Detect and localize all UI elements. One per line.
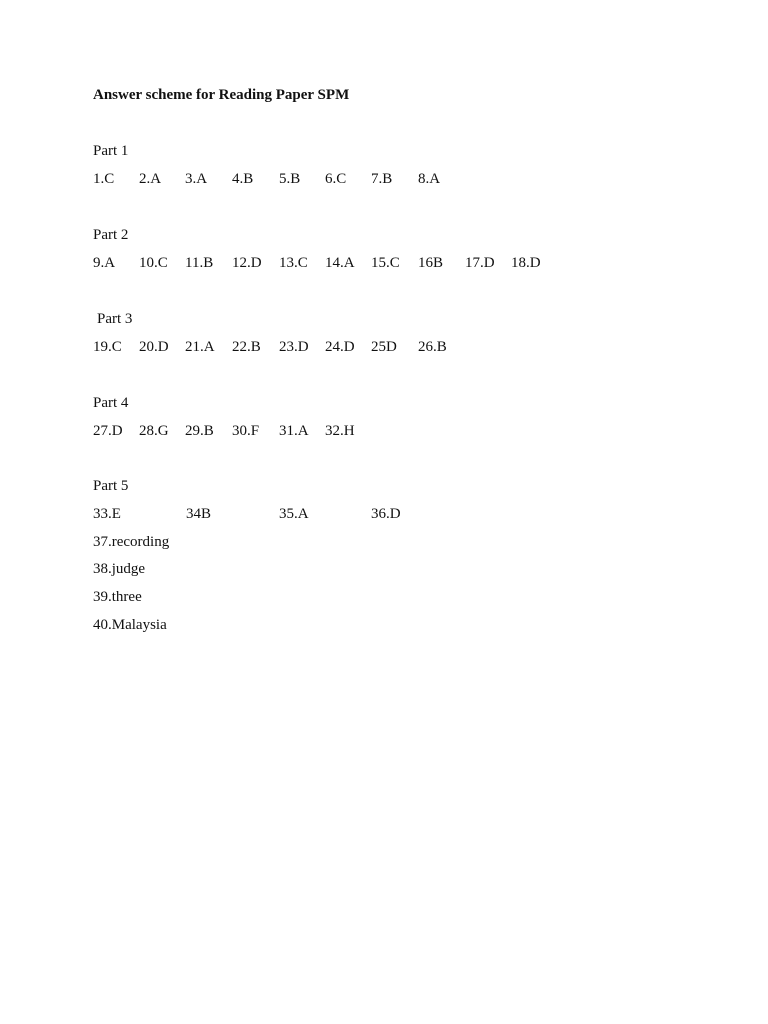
part-heading: Part 2 xyxy=(93,227,129,243)
answer-item: 5.B xyxy=(279,171,301,187)
answer-item: 17.D xyxy=(465,255,495,271)
part-1-answers xyxy=(0,171,768,191)
part-heading: Part 1 xyxy=(93,143,129,159)
answer-item: 3.A xyxy=(185,171,208,187)
answer-item: 40.Malaysia xyxy=(93,617,167,633)
answer-item: 23.D xyxy=(279,339,309,355)
answer-item: 4.B xyxy=(232,171,254,187)
answer-item: 29.B xyxy=(185,423,214,439)
answer-item: 10.C xyxy=(139,255,168,271)
part-5-word-answer xyxy=(0,617,768,637)
answer-item: 7.B xyxy=(371,171,393,187)
part-2-heading-line xyxy=(0,227,768,247)
answer-item: 24.D xyxy=(325,339,355,355)
answer-item: 14.A xyxy=(325,255,355,271)
answer-item: 22.B xyxy=(232,339,261,355)
part-5-word-answer xyxy=(0,561,768,581)
answer-item: 26.B xyxy=(418,339,447,355)
answer-item: 9.A xyxy=(93,255,116,271)
answer-item: 6.C xyxy=(325,171,347,187)
answer-item: 15.C xyxy=(371,255,400,271)
answer-item: 27.D xyxy=(93,423,123,439)
part-1-heading-line xyxy=(0,143,768,163)
part-5-heading-line xyxy=(0,478,768,498)
part-5-word-answer xyxy=(0,589,768,609)
answer-item: 2.A xyxy=(139,171,162,187)
answer-item: 12.D xyxy=(232,255,262,271)
answer-item: 38.judge xyxy=(93,561,146,577)
answer-item: 35.A xyxy=(279,506,309,522)
answer-item: 1.C xyxy=(93,171,115,187)
part-heading: Part 3 xyxy=(97,311,133,327)
answer-item: 19.C xyxy=(93,339,122,355)
part-5-word-answer xyxy=(0,534,768,554)
part-2-answers xyxy=(0,255,768,275)
answer-item: 21.A xyxy=(185,339,215,355)
part-4-heading-line xyxy=(0,395,768,415)
answer-item: 13.C xyxy=(279,255,308,271)
answer-item: 25D xyxy=(371,339,397,355)
answer-item: 37.recording xyxy=(93,534,170,550)
part-3-heading-line xyxy=(0,311,768,331)
part-heading: Part 5 xyxy=(93,478,129,494)
answer-item: 36.D xyxy=(371,506,401,522)
answer-item: 16B xyxy=(418,255,444,271)
answer-item: 31.A xyxy=(279,423,309,439)
part-heading: Part 4 xyxy=(93,395,129,411)
answer-item: 30.F xyxy=(232,423,260,439)
answer-item: 20.D xyxy=(139,339,169,355)
answer-item: 18.D xyxy=(511,255,541,271)
answer-item: 34B xyxy=(186,506,212,522)
answer-item: 39.three xyxy=(93,589,142,605)
page-title: Answer scheme for Reading Paper SPM xyxy=(93,87,350,103)
part-5-answers xyxy=(0,506,768,526)
answer-item: 32.H xyxy=(325,423,355,439)
part-4-answers xyxy=(0,423,768,443)
answer-item: 8.A xyxy=(418,171,441,187)
answer-item: 11.B xyxy=(185,255,214,271)
answer-item: 33.E xyxy=(93,506,121,522)
part-3-answers xyxy=(0,339,768,359)
answer-item: 28.G xyxy=(139,423,169,439)
